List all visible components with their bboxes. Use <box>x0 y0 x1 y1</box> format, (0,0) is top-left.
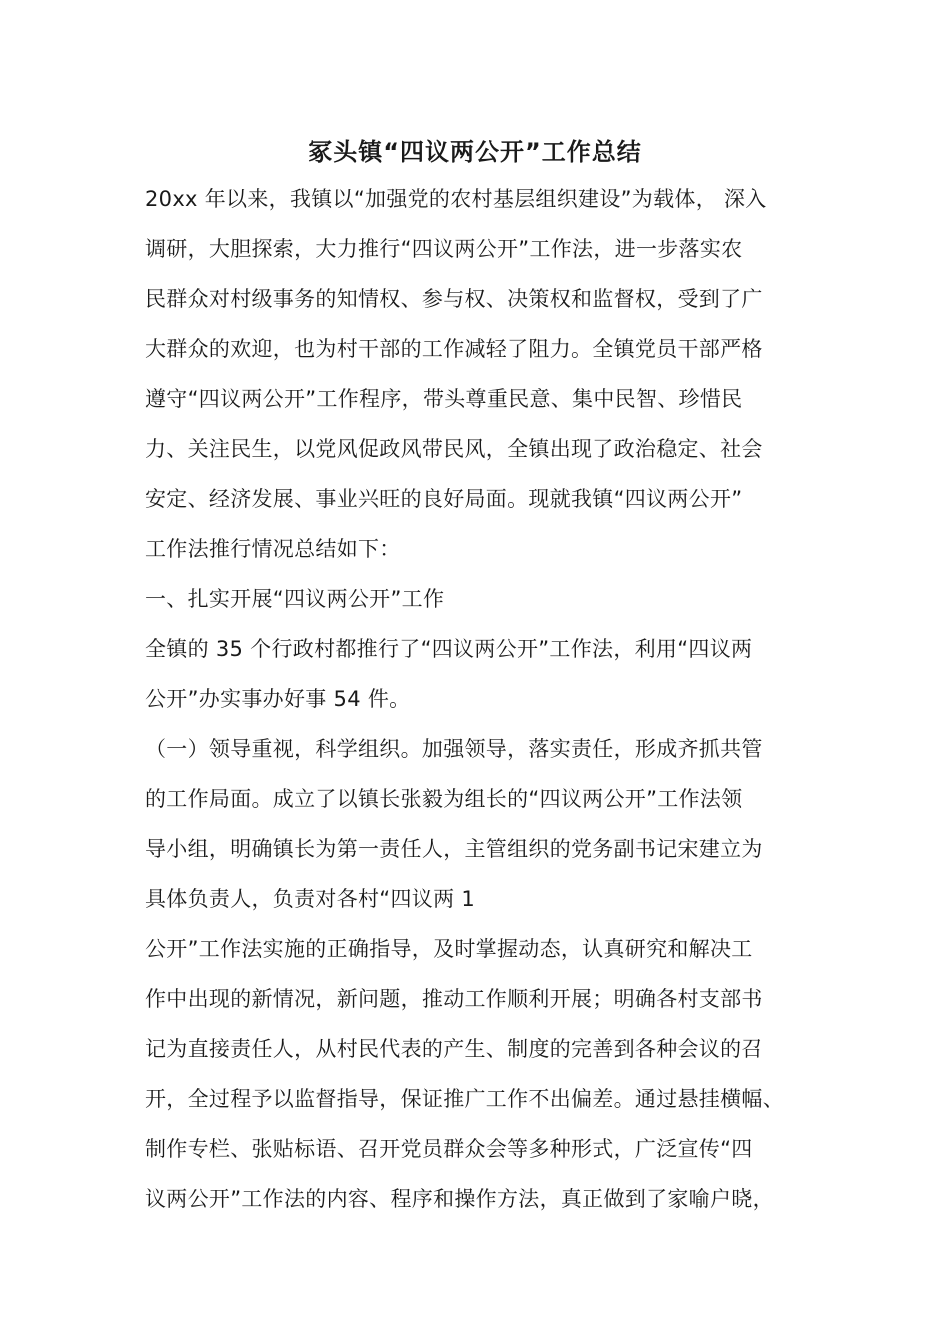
paragraph-line-4: 大群众的欢迎，也为村干部的工作减轻了阻力。全镇党员干部严格 <box>145 337 763 361</box>
document-title: 冢头镇“四议两公开”工作总结 <box>308 138 642 166</box>
paragraph-line-17: 作中出现的新情况，新问题，推动工作顺利开展；明确各村支部书 <box>145 987 763 1011</box>
paragraph-line-15-with-page-number: 具体负责人，负责对各村“四议两 1 <box>145 887 476 911</box>
paragraph-line-5: 遵守“四议两公开”工作程序，带头尊重民意、集中民智、珍惜民 <box>145 387 743 411</box>
paragraph-line-11: 公开”办实事办好事 54 件。 <box>145 687 411 711</box>
paragraph-line-13: 的工作局面。成立了以镇长张毅为组长的“四议两公开”工作法领 <box>145 787 743 811</box>
subsection-line-1: （一）领导重视，科学组织。加强领导，落实责任，形成齐抓共管 <box>145 737 763 761</box>
paragraph-line-7: 安定、经济发展、事业兴旺的良好局面。现就我镇“四议两公开” <box>145 487 743 511</box>
paragraph-line-20: 制作专栏、张贴标语、召开党员群众会等多种形式，广泛宣传“四 <box>145 1137 753 1161</box>
paragraph-line-2: 调研，大胆探索，大力推行“四议两公开”工作法，进一步落实农 <box>145 237 743 261</box>
paragraph-line-21: 议两公开”工作法的内容、程序和操作方法，真正做到了家喻户晓， <box>145 1187 774 1211</box>
paragraph-line-18: 记为直接责任人，从村民代表的产生、制度的完善到各种会议的召 <box>145 1037 763 1061</box>
paragraph-line-10: 全镇的 35 个行政村都推行了“四议两公开”工作法，利用“四议两 <box>145 637 753 661</box>
section-heading-1: 一、扎实开展“四议两公开”工作 <box>145 587 445 611</box>
paragraph-line-1: 20xx 年以来，我镇以“加强党的农村基层组织建设”为载体， 深入 <box>145 187 767 211</box>
paragraph-line-6: 力、关注民生，以党风促政风带民风，全镇出现了政治稳定、社会 <box>145 437 763 461</box>
paragraph-line-14: 导小组，明确镇长为第一责任人，主管组织的党务副书记宋建立为 <box>145 837 763 861</box>
paragraph-line-19: 开，全过程予以监督指导，保证推广工作不出偏差。通过悬挂横幅、 <box>145 1087 784 1111</box>
paragraph-line-3: 民群众对村级事务的知情权、参与权、决策权和监督权，受到了广 <box>145 287 763 311</box>
paragraph-line-16: 公开”工作法实施的正确指导，及时掌握动态，认真研究和解决工 <box>145 937 753 961</box>
paragraph-line-8: 工作法推行情况总结如下： <box>145 537 401 561</box>
